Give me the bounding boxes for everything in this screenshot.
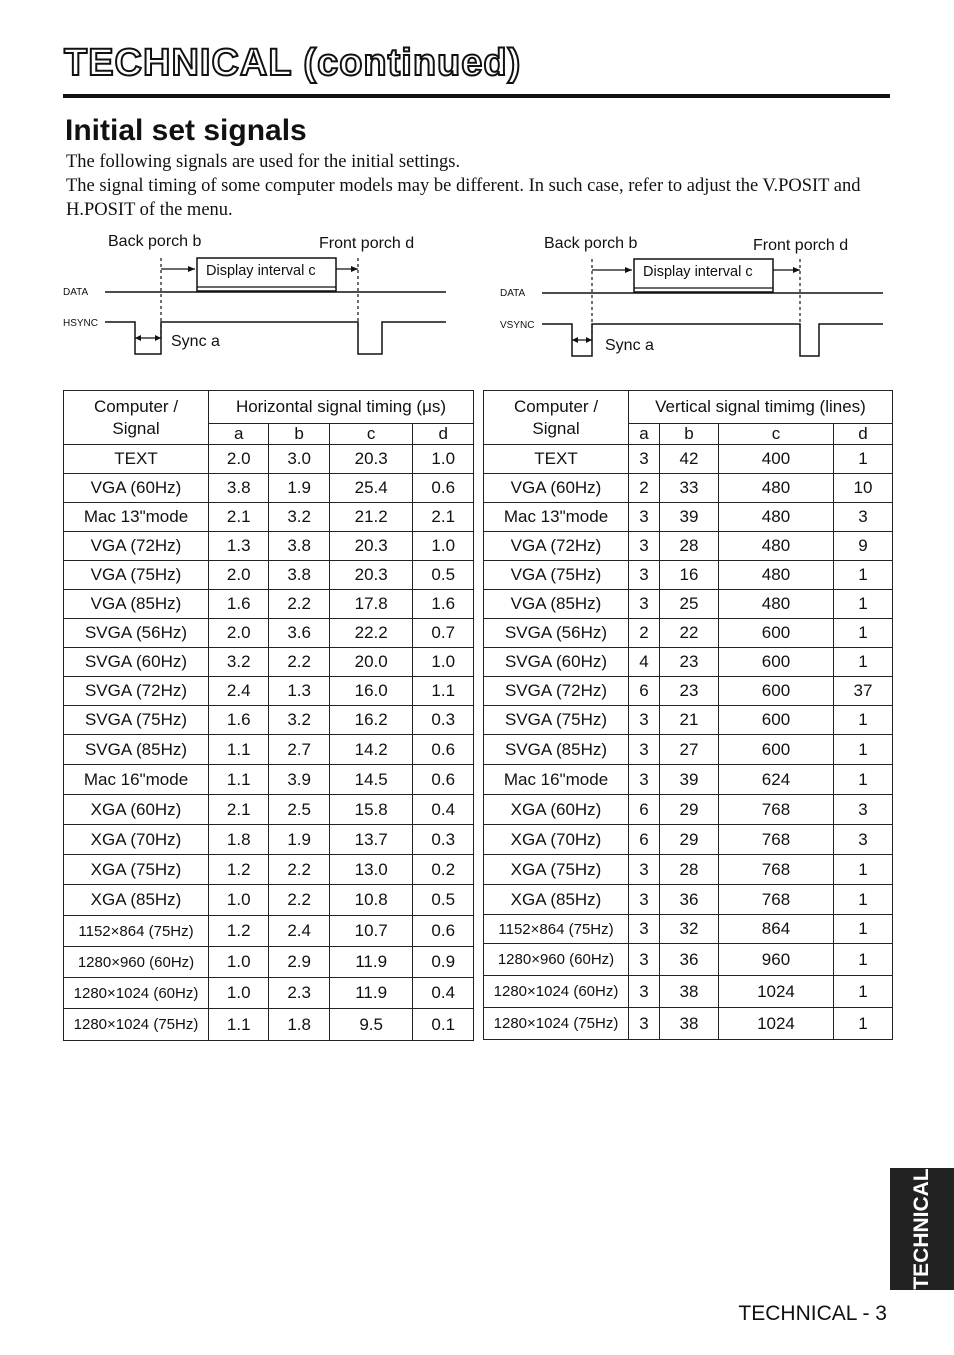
sync-label: Sync a — [605, 337, 654, 354]
signal-name-cell: XGA (85Hz) — [64, 885, 209, 916]
timing-value-c: 20.3 — [329, 561, 413, 590]
table-row — [64, 947, 474, 978]
timing-value-b: 2.2 — [269, 590, 329, 619]
timing-value-c: 17.8 — [329, 590, 413, 619]
section-heading: Initial set signals — [65, 114, 307, 147]
signal-name-cell: TEXT — [64, 445, 209, 474]
table-row — [484, 474, 893, 503]
table-row — [484, 944, 893, 976]
signal-name-cell: SVGA (75Hz) — [64, 706, 209, 735]
table-row — [64, 735, 474, 765]
timing-value-b: 21 — [660, 706, 719, 735]
timing-value-b: 42 — [660, 445, 719, 474]
timing-value-b: 32 — [660, 915, 719, 944]
timing-value-b: 3.9 — [269, 765, 329, 795]
table-header-row — [64, 391, 474, 424]
timing-value-d: 0.7 — [413, 619, 474, 648]
timing-value-c: 480 — [718, 590, 833, 619]
arrowhead — [135, 335, 141, 341]
column-header-d: d — [833, 424, 892, 445]
timing-value-d: 1 — [833, 944, 892, 976]
timing-value-b: 27 — [660, 735, 719, 765]
vsync-timing-diagram — [497, 228, 887, 363]
timing-value-a: 3 — [629, 885, 660, 915]
timing-value-c: 600 — [718, 706, 833, 735]
table-row — [64, 765, 474, 795]
timing-value-a: 3 — [629, 976, 660, 1008]
timing-value-b: 1.9 — [269, 825, 329, 855]
table-row — [64, 474, 474, 503]
column-header-d: d — [413, 424, 474, 445]
timing-value-d: 0.6 — [413, 916, 474, 947]
timing-value-b: 23 — [660, 648, 719, 677]
timing-value-c: 21.2 — [329, 503, 413, 532]
timing-value-a: 1.6 — [209, 590, 269, 619]
table-row — [64, 855, 474, 885]
timing-value-a: 3 — [629, 735, 660, 765]
timing-value-a: 3 — [629, 503, 660, 532]
timing-value-a: 3 — [629, 855, 660, 885]
timing-value-a: 3.2 — [209, 648, 269, 677]
section-side-tab — [890, 1168, 954, 1290]
table-row — [484, 976, 893, 1008]
timing-value-b: 29 — [660, 795, 719, 825]
timing-value-d: 0.6 — [413, 765, 474, 795]
page-title: TECHNICAL (continued) — [64, 42, 522, 84]
timing-value-a: 6 — [629, 825, 660, 855]
timing-value-b: 2.5 — [269, 795, 329, 825]
header-line: Computer / — [93, 396, 179, 416]
timing-value-d: 1 — [833, 445, 892, 474]
table-row — [64, 503, 474, 532]
column-header-c: c — [329, 424, 413, 445]
timing-value-a: 2.1 — [209, 503, 269, 532]
timing-value-b: 22 — [660, 619, 719, 648]
table-row — [64, 978, 474, 1009]
timing-value-d: 1 — [833, 855, 892, 885]
table-row — [64, 1009, 474, 1041]
intro-line: The following signals are used for the initial settings. — [66, 152, 461, 172]
timing-value-c: 480 — [718, 532, 833, 561]
table-row — [64, 885, 474, 916]
table-row — [484, 735, 893, 765]
header-line: Signal — [112, 418, 160, 438]
timing-value-d: 3 — [833, 825, 892, 855]
timing-value-a: 3.8 — [209, 474, 269, 503]
table-row — [484, 561, 893, 590]
timing-value-a: 1.2 — [209, 916, 269, 947]
timing-value-c: 9.5 — [329, 1009, 413, 1041]
timing-value-c: 13.0 — [329, 855, 413, 885]
timing-value-a: 2.1 — [209, 795, 269, 825]
timing-value-c: 400 — [718, 445, 833, 474]
timing-value-c: 480 — [718, 474, 833, 503]
arrowhead — [625, 267, 632, 273]
timing-value-c: 10.8 — [329, 885, 413, 916]
table-row — [484, 532, 893, 561]
table-row — [64, 825, 474, 855]
front-porch-label: Front porch d — [753, 237, 849, 254]
timing-value-d: 1.0 — [413, 532, 474, 561]
timing-value-c: 768 — [718, 795, 833, 825]
timing-value-d: 37 — [833, 677, 892, 706]
timing-value-b: 3.6 — [269, 619, 329, 648]
timing-value-d: 1 — [833, 590, 892, 619]
timing-value-a: 1.1 — [209, 1009, 269, 1041]
sync-label: Sync a — [171, 333, 220, 350]
timing-value-c: 768 — [718, 885, 833, 915]
timing-value-a: 3 — [629, 765, 660, 795]
timing-value-a: 3 — [629, 532, 660, 561]
timing-value-c: 14.2 — [329, 735, 413, 765]
timing-value-c: 20.3 — [329, 532, 413, 561]
data-line-label: DATA — [63, 287, 89, 298]
timing-value-b: 29 — [660, 825, 719, 855]
signal-name-cell: VGA (72Hz) — [64, 532, 209, 561]
signal-name-cell: VGA (60Hz) — [64, 474, 209, 503]
sync-waveform — [542, 324, 883, 356]
column-header-b: b — [269, 424, 329, 445]
timing-value-b: 36 — [660, 944, 719, 976]
timing-value-c: 768 — [718, 855, 833, 885]
timing-value-b: 2.9 — [269, 947, 329, 978]
signal-name-cell: VGA (72Hz) — [484, 532, 629, 561]
intro-line: The signal timing of some computer models may be different. In such case, refer to adjust the V.POSIT and H.POSIT of the menu. — [66, 176, 861, 220]
timing-value-c: 15.8 — [329, 795, 413, 825]
timing-value-a: 2.0 — [209, 445, 269, 474]
table-row — [64, 648, 474, 677]
timing-value-d: 1 — [833, 561, 892, 590]
timing-value-d: 0.3 — [413, 825, 474, 855]
timing-value-d: 0.4 — [413, 795, 474, 825]
arrowhead — [586, 337, 592, 343]
arrowhead — [351, 266, 358, 272]
timing-value-d: 1.0 — [413, 648, 474, 677]
timing-value-b: 1.3 — [269, 677, 329, 706]
timing-value-c: 11.9 — [329, 978, 413, 1009]
timing-value-b: 3.2 — [269, 503, 329, 532]
timing-value-b: 2.2 — [269, 855, 329, 885]
data-line-label: DATA — [500, 288, 526, 299]
table-row — [484, 503, 893, 532]
timing-value-c: 864 — [718, 915, 833, 944]
timing-value-b: 38 — [660, 976, 719, 1008]
timing-value-d: 1.0 — [413, 445, 474, 474]
signal-name-cell: XGA (75Hz) — [484, 855, 629, 885]
timing-value-a: 1.0 — [209, 947, 269, 978]
timing-value-d: 1 — [833, 885, 892, 915]
timing-value-c: 11.9 — [329, 947, 413, 978]
timing-value-c: 600 — [718, 648, 833, 677]
timing-value-c: 600 — [718, 619, 833, 648]
signal-name-cell: XGA (60Hz) — [484, 795, 629, 825]
table-row — [484, 1008, 893, 1040]
timing-value-c: 10.7 — [329, 916, 413, 947]
timing-value-a: 2.0 — [209, 619, 269, 648]
timing-value-c: 1024 — [718, 976, 833, 1008]
timing-value-c: 600 — [718, 735, 833, 765]
timing-value-d: 1 — [833, 1008, 892, 1040]
timing-value-b: 2.3 — [269, 978, 329, 1009]
timing-value-b: 38 — [660, 1008, 719, 1040]
display-interval-label: Display interval c — [643, 264, 753, 280]
timing-value-a: 3 — [629, 1008, 660, 1040]
timing-value-b: 2.2 — [269, 885, 329, 916]
timing-value-c: 480 — [718, 503, 833, 532]
timing-value-d: 1 — [833, 735, 892, 765]
signal-column-header — [64, 391, 209, 445]
timing-value-a: 1.2 — [209, 855, 269, 885]
signal-name-cell: SVGA (72Hz) — [64, 677, 209, 706]
signal-name-cell: SVGA (56Hz) — [484, 619, 629, 648]
table-row — [484, 825, 893, 855]
timing-value-a: 3 — [629, 590, 660, 619]
sync-line-label: HSYNC — [63, 318, 99, 329]
signal-name-cell: SVGA (60Hz) — [484, 648, 629, 677]
signal-name-cell: 1280×1024 (60Hz) — [484, 976, 629, 1008]
table-row — [484, 590, 893, 619]
table-row — [64, 619, 474, 648]
signal-name-cell: TEXT — [484, 445, 629, 474]
signal-name-cell: Mac 13"mode — [484, 503, 629, 532]
signal-name-cell: VGA (85Hz) — [64, 590, 209, 619]
signal-name-cell: 1152×864 (75Hz) — [484, 915, 629, 944]
signal-name-cell: VGA (85Hz) — [484, 590, 629, 619]
timing-value-b: 23 — [660, 677, 719, 706]
timing-value-b: 25 — [660, 590, 719, 619]
table-row — [484, 855, 893, 885]
timing-value-b: 2.2 — [269, 648, 329, 677]
timing-value-b: 28 — [660, 855, 719, 885]
signal-name-cell: 1280×1024 (60Hz) — [64, 978, 209, 1009]
table-row — [64, 916, 474, 947]
timing-group-header: Vertical signal timimg (lines) — [629, 391, 893, 424]
signal-name-cell: SVGA (72Hz) — [484, 677, 629, 706]
back-porch-label: Back porch b — [108, 233, 202, 250]
timing-value-d: 0.2 — [413, 855, 474, 885]
timing-value-b: 28 — [660, 532, 719, 561]
timing-value-b: 39 — [660, 765, 719, 795]
timing-value-d: 0.5 — [413, 561, 474, 590]
timing-value-b: 16 — [660, 561, 719, 590]
table-row — [64, 532, 474, 561]
intro-text — [66, 150, 866, 222]
front-porch-label: Front porch d — [319, 235, 415, 252]
arrowhead — [155, 335, 161, 341]
timing-value-b: 1.8 — [269, 1009, 329, 1041]
timing-value-d: 1 — [833, 648, 892, 677]
timing-value-c: 1024 — [718, 1008, 833, 1040]
timing-value-d: 0.1 — [413, 1009, 474, 1041]
timing-value-a: 2 — [629, 474, 660, 503]
timing-value-b: 3.2 — [269, 706, 329, 735]
timing-value-a: 3 — [629, 561, 660, 590]
vertical-timing-table — [483, 390, 893, 1040]
table-row — [484, 619, 893, 648]
timing-value-c: 16.2 — [329, 706, 413, 735]
table-row — [484, 706, 893, 735]
timing-value-d: 2.1 — [413, 503, 474, 532]
signal-name-cell: 1280×960 (60Hz) — [484, 944, 629, 976]
timing-value-c: 16.0 — [329, 677, 413, 706]
arrowhead — [188, 266, 195, 272]
signal-column-header — [484, 391, 629, 445]
timing-value-d: 0.4 — [413, 978, 474, 1009]
timing-value-d: 1.1 — [413, 677, 474, 706]
table-row — [64, 706, 474, 735]
timing-value-d: 9 — [833, 532, 892, 561]
timing-value-c: 14.5 — [329, 765, 413, 795]
timing-value-d: 3 — [833, 795, 892, 825]
timing-value-a: 2 — [629, 619, 660, 648]
horizontal-timing-table — [63, 390, 474, 1041]
timing-value-b: 1.9 — [269, 474, 329, 503]
timing-value-a: 1.0 — [209, 978, 269, 1009]
timing-value-d: 0.6 — [413, 735, 474, 765]
timing-value-a: 1.8 — [209, 825, 269, 855]
timing-value-c: 624 — [718, 765, 833, 795]
title-rule — [63, 94, 890, 98]
table-row — [64, 590, 474, 619]
signal-name-cell: XGA (70Hz) — [64, 825, 209, 855]
signal-name-cell: Mac 16"mode — [484, 765, 629, 795]
signal-name-cell: VGA (75Hz) — [64, 561, 209, 590]
table-row — [484, 677, 893, 706]
signal-name-cell: XGA (85Hz) — [484, 885, 629, 915]
header-line: Computer / — [513, 396, 599, 416]
table-row — [64, 795, 474, 825]
column-header-c: c — [718, 424, 833, 445]
table-row — [484, 795, 893, 825]
timing-value-a: 3 — [629, 445, 660, 474]
column-header-b: b — [660, 424, 719, 445]
timing-value-a: 1.1 — [209, 765, 269, 795]
page-number: TECHNICAL - 3 — [738, 1302, 887, 1325]
signal-name-cell: VGA (75Hz) — [484, 561, 629, 590]
timing-value-c: 20.3 — [329, 445, 413, 474]
timing-value-b: 3.8 — [269, 561, 329, 590]
display-interval-label: Display interval c — [206, 263, 316, 279]
timing-value-a: 1.0 — [209, 885, 269, 916]
timing-value-a: 3 — [629, 944, 660, 976]
table-row — [484, 885, 893, 915]
signal-name-cell: SVGA (75Hz) — [484, 706, 629, 735]
timing-group-header: Horizontal signal timing (μs) — [209, 391, 474, 424]
timing-value-d: 1 — [833, 915, 892, 944]
timing-value-b: 39 — [660, 503, 719, 532]
signal-name-cell: Mac 13"mode — [64, 503, 209, 532]
signal-name-cell: XGA (60Hz) — [64, 795, 209, 825]
timing-value-c: 768 — [718, 825, 833, 855]
timing-value-a: 4 — [629, 648, 660, 677]
timing-value-d: 0.3 — [413, 706, 474, 735]
signal-name-cell: 1280×1024 (75Hz) — [484, 1008, 629, 1040]
timing-value-a: 1.1 — [209, 735, 269, 765]
timing-value-d: 1 — [833, 706, 892, 735]
table-row — [64, 561, 474, 590]
signal-name-cell: 1280×960 (60Hz) — [64, 947, 209, 978]
timing-value-b: 2.7 — [269, 735, 329, 765]
signal-name-cell: 1152×864 (75Hz) — [64, 916, 209, 947]
table-row — [484, 648, 893, 677]
signal-name-cell: SVGA (85Hz) — [484, 735, 629, 765]
timing-value-b: 33 — [660, 474, 719, 503]
sync-line-label: VSYNC — [500, 320, 535, 331]
timing-value-d: 1 — [833, 619, 892, 648]
timing-value-c: 22.2 — [329, 619, 413, 648]
timing-value-a: 3 — [629, 706, 660, 735]
table-row — [484, 915, 893, 944]
timing-value-c: 20.0 — [329, 648, 413, 677]
timing-value-c: 25.4 — [329, 474, 413, 503]
timing-value-c: 13.7 — [329, 825, 413, 855]
column-header-a: a — [629, 424, 660, 445]
signal-name-cell: VGA (60Hz) — [484, 474, 629, 503]
timing-value-a: 6 — [629, 677, 660, 706]
timing-value-c: 960 — [718, 944, 833, 976]
timing-value-c: 600 — [718, 677, 833, 706]
timing-value-b: 36 — [660, 885, 719, 915]
arrowhead — [572, 337, 578, 343]
column-header-a: a — [209, 424, 269, 445]
timing-value-d: 0.6 — [413, 474, 474, 503]
timing-value-d: 1 — [833, 976, 892, 1008]
table-row — [64, 445, 474, 474]
arrowhead — [793, 267, 800, 273]
signal-name-cell: SVGA (60Hz) — [64, 648, 209, 677]
timing-value-b: 3.8 — [269, 532, 329, 561]
signal-name-cell: XGA (75Hz) — [64, 855, 209, 885]
table-row — [484, 765, 893, 795]
table-row — [64, 677, 474, 706]
back-porch-label: Back porch b — [544, 235, 638, 252]
timing-value-a: 2.0 — [209, 561, 269, 590]
signal-name-cell: 1280×1024 (75Hz) — [64, 1009, 209, 1041]
signal-name-cell: SVGA (85Hz) — [64, 735, 209, 765]
timing-value-a: 2.4 — [209, 677, 269, 706]
timing-value-c: 480 — [718, 561, 833, 590]
side-tab-label: TECHNICAL — [910, 1168, 933, 1290]
signal-name-cell: SVGA (56Hz) — [64, 619, 209, 648]
timing-value-d: 10 — [833, 474, 892, 503]
timing-value-a: 6 — [629, 795, 660, 825]
timing-value-a: 1.3 — [209, 532, 269, 561]
timing-value-a: 3 — [629, 915, 660, 944]
timing-value-d: 0.5 — [413, 885, 474, 916]
hsync-timing-diagram — [60, 228, 450, 363]
signal-name-cell: Mac 16"mode — [64, 765, 209, 795]
table-row — [484, 445, 893, 474]
timing-value-b: 2.4 — [269, 916, 329, 947]
timing-value-d: 1.6 — [413, 590, 474, 619]
timing-value-b: 3.0 — [269, 445, 329, 474]
header-line: Signal — [532, 418, 580, 438]
timing-value-d: 1 — [833, 765, 892, 795]
timing-value-d: 3 — [833, 503, 892, 532]
table-header-row — [484, 391, 893, 424]
signal-name-cell: XGA (70Hz) — [484, 825, 629, 855]
timing-value-a: 1.6 — [209, 706, 269, 735]
timing-value-d: 0.9 — [413, 947, 474, 978]
